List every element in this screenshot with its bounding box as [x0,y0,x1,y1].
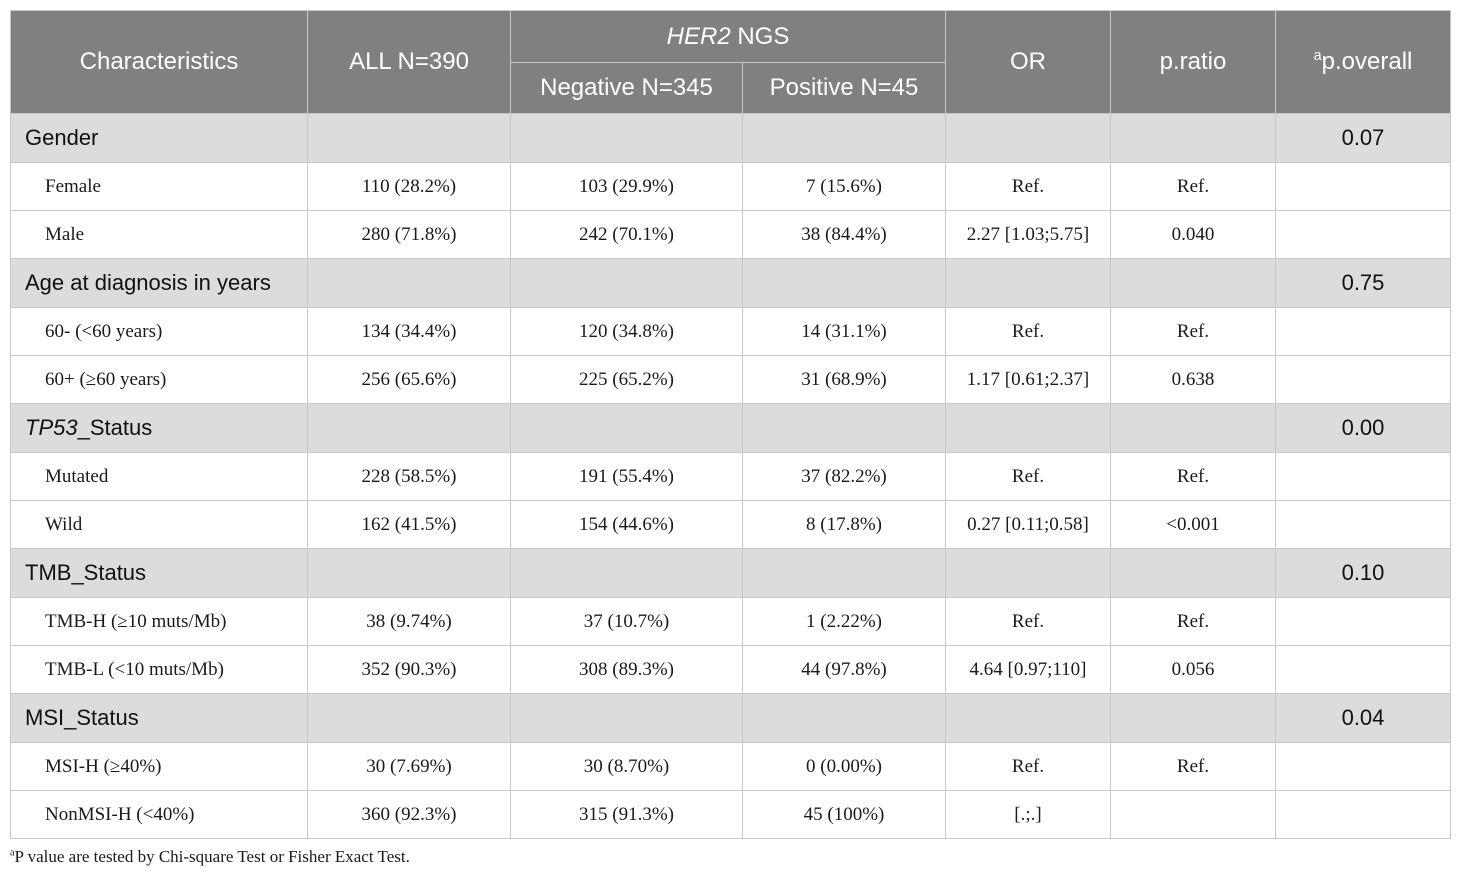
group-row [11,549,1451,598]
row-label: TMB-H (≥10 muts/Mb) [11,598,308,646]
group-label-text: Age at diagnosis in years [25,270,271,295]
negative-value: 315 (91.3%) [511,791,743,839]
row-label: Male [11,211,308,259]
p-ratio-value: 0.056 [1111,646,1276,694]
or-value: Ref. [946,598,1111,646]
p-ratio-value [1111,791,1276,839]
or-value: 2.27 [1.03;5.75] [946,211,1111,259]
empty-cell [1276,501,1451,549]
empty-cell [1276,646,1451,694]
header-characteristics: Characteristics [11,11,308,114]
empty-cell [743,259,946,308]
row-label: Wild [11,501,308,549]
positive-value: 0 (0.00%) [743,743,946,791]
empty-cell [1111,404,1276,453]
empty-cell [1111,549,1276,598]
p-overall-label: p.overall [1321,48,1413,75]
empty-cell [308,404,511,453]
empty-cell [1276,163,1451,211]
table-header [11,11,1451,114]
group-label [11,694,308,743]
empty-cell [511,694,743,743]
group-label-text: TMB_Status [25,560,147,585]
header-positive: Positive N=45 [743,63,946,114]
footnote-text: P value are tested by Chi-square Test or Fisher Exact Test. [14,847,410,866]
p-ratio-value: <0.001 [1111,501,1276,549]
positive-value: 7 (15.6%) [743,163,946,211]
empty-cell [743,404,946,453]
ngs-label: NGS [730,22,790,50]
p-ratio-value: Ref. [1111,163,1276,211]
p-ratio-value: Ref. [1111,743,1276,791]
header-negative: Negative N=345 [511,63,743,114]
all-value: 134 (34.4%) [308,308,511,356]
group-row [11,694,1451,743]
p-ratio-value: Ref. [1111,598,1276,646]
group-label [11,549,308,598]
all-value: 38 (9.74%) [308,598,511,646]
empty-cell [1276,356,1451,404]
empty-cell [1276,308,1451,356]
row-label: MSI-H (≥40%) [11,743,308,791]
positive-value: 37 (82.2%) [743,453,946,501]
all-value: 162 (41.5%) [308,501,511,549]
table-row [11,598,1451,646]
table-footnote [10,847,410,867]
characteristics-table [10,10,1451,839]
or-value: Ref. [946,453,1111,501]
group-label-text: Gender [25,125,99,150]
empty-cell [1276,743,1451,791]
empty-cell [511,259,743,308]
all-value: 30 (7.69%) [308,743,511,791]
empty-cell [946,404,1111,453]
or-value: 1.17 [0.61;2.37] [946,356,1111,404]
negative-value: 30 (8.70%) [511,743,743,791]
table-row [11,453,1451,501]
p-overall-value: 0.10 [1276,549,1451,598]
positive-value: 45 (100%) [743,791,946,839]
table-row [11,163,1451,211]
table-row [11,308,1451,356]
header-her2-ngs [511,11,946,63]
empty-cell [743,114,946,163]
her2-gene-label: HER2 [666,22,731,50]
empty-cell [511,114,743,163]
table-row [11,743,1451,791]
table-row [11,501,1451,549]
positive-value: 8 (17.8%) [743,501,946,549]
positive-value: 38 (84.4%) [743,211,946,259]
table-row [11,791,1451,839]
empty-cell [511,404,743,453]
negative-value: 37 (10.7%) [511,598,743,646]
negative-value: 191 (55.4%) [511,453,743,501]
header-or: OR [946,11,1111,114]
table-row [11,356,1451,404]
or-value: Ref. [946,743,1111,791]
header-p-ratio: p.ratio [1111,11,1276,114]
table-body [11,114,1451,839]
p-ratio-value: Ref. [1111,308,1276,356]
all-value: 110 (28.2%) [308,163,511,211]
positive-value: 44 (97.8%) [743,646,946,694]
group-label-text: MSI_Status [25,705,139,730]
all-value: 360 (92.3%) [308,791,511,839]
table-row [11,211,1451,259]
row-label: NonMSI-H (<40%) [11,791,308,839]
row-label: Female [11,163,308,211]
or-value: 0.27 [0.11;0.58] [946,501,1111,549]
or-value: [.;.] [946,791,1111,839]
positive-value: 1 (2.22%) [743,598,946,646]
empty-cell [308,259,511,308]
p-overall-superscript: a [1313,48,1322,64]
all-value: 256 (65.6%) [308,356,511,404]
p-ratio-value: 0.040 [1111,211,1276,259]
or-value: Ref. [946,163,1111,211]
row-label: 60- (<60 years) [11,308,308,356]
empty-cell [1276,211,1451,259]
group-label [11,259,308,308]
empty-cell [511,549,743,598]
empty-cell [308,549,511,598]
group-label [11,114,308,163]
empty-cell [308,114,511,163]
group-row [11,114,1451,163]
group-row [11,404,1451,453]
positive-value: 31 (68.9%) [743,356,946,404]
negative-value: 103 (29.9%) [511,163,743,211]
group-label [11,404,308,453]
group-label-text: _Status [77,415,153,440]
all-value: 352 (90.3%) [308,646,511,694]
negative-value: 308 (89.3%) [511,646,743,694]
empty-cell [743,694,946,743]
negative-value: 242 (70.1%) [511,211,743,259]
negative-value: 120 (34.8%) [511,308,743,356]
empty-cell [1111,114,1276,163]
negative-value: 154 (44.6%) [511,501,743,549]
or-value: Ref. [946,308,1111,356]
header-p-overall [1276,11,1451,114]
empty-cell [1276,598,1451,646]
group-row [11,259,1451,308]
empty-cell [946,694,1111,743]
empty-cell [1111,259,1276,308]
or-value: 4.64 [0.97;110] [946,646,1111,694]
positive-value: 14 (31.1%) [743,308,946,356]
p-overall-value: 0.00 [1276,404,1451,453]
empty-cell [1276,453,1451,501]
empty-cell [946,259,1111,308]
table-row [11,646,1451,694]
row-label: TMB-L (<10 muts/Mb) [11,646,308,694]
group-label-italic: TP53 [25,415,78,440]
all-value: 280 (71.8%) [308,211,511,259]
p-ratio-value: 0.638 [1111,356,1276,404]
empty-cell [308,694,511,743]
p-overall-value: 0.75 [1276,259,1451,308]
empty-cell [946,114,1111,163]
empty-cell [1276,791,1451,839]
p-ratio-value: Ref. [1111,453,1276,501]
all-value: 228 (58.5%) [308,453,511,501]
p-overall-value: 0.04 [1276,694,1451,743]
negative-value: 225 (65.2%) [511,356,743,404]
row-label: Mutated [11,453,308,501]
empty-cell [1111,694,1276,743]
footnote-superscript: a [10,847,15,859]
empty-cell [743,549,946,598]
p-overall-value: 0.07 [1276,114,1451,163]
header-all: ALL N=390 [308,11,511,114]
row-label: 60+ (≥60 years) [11,356,308,404]
empty-cell [946,549,1111,598]
